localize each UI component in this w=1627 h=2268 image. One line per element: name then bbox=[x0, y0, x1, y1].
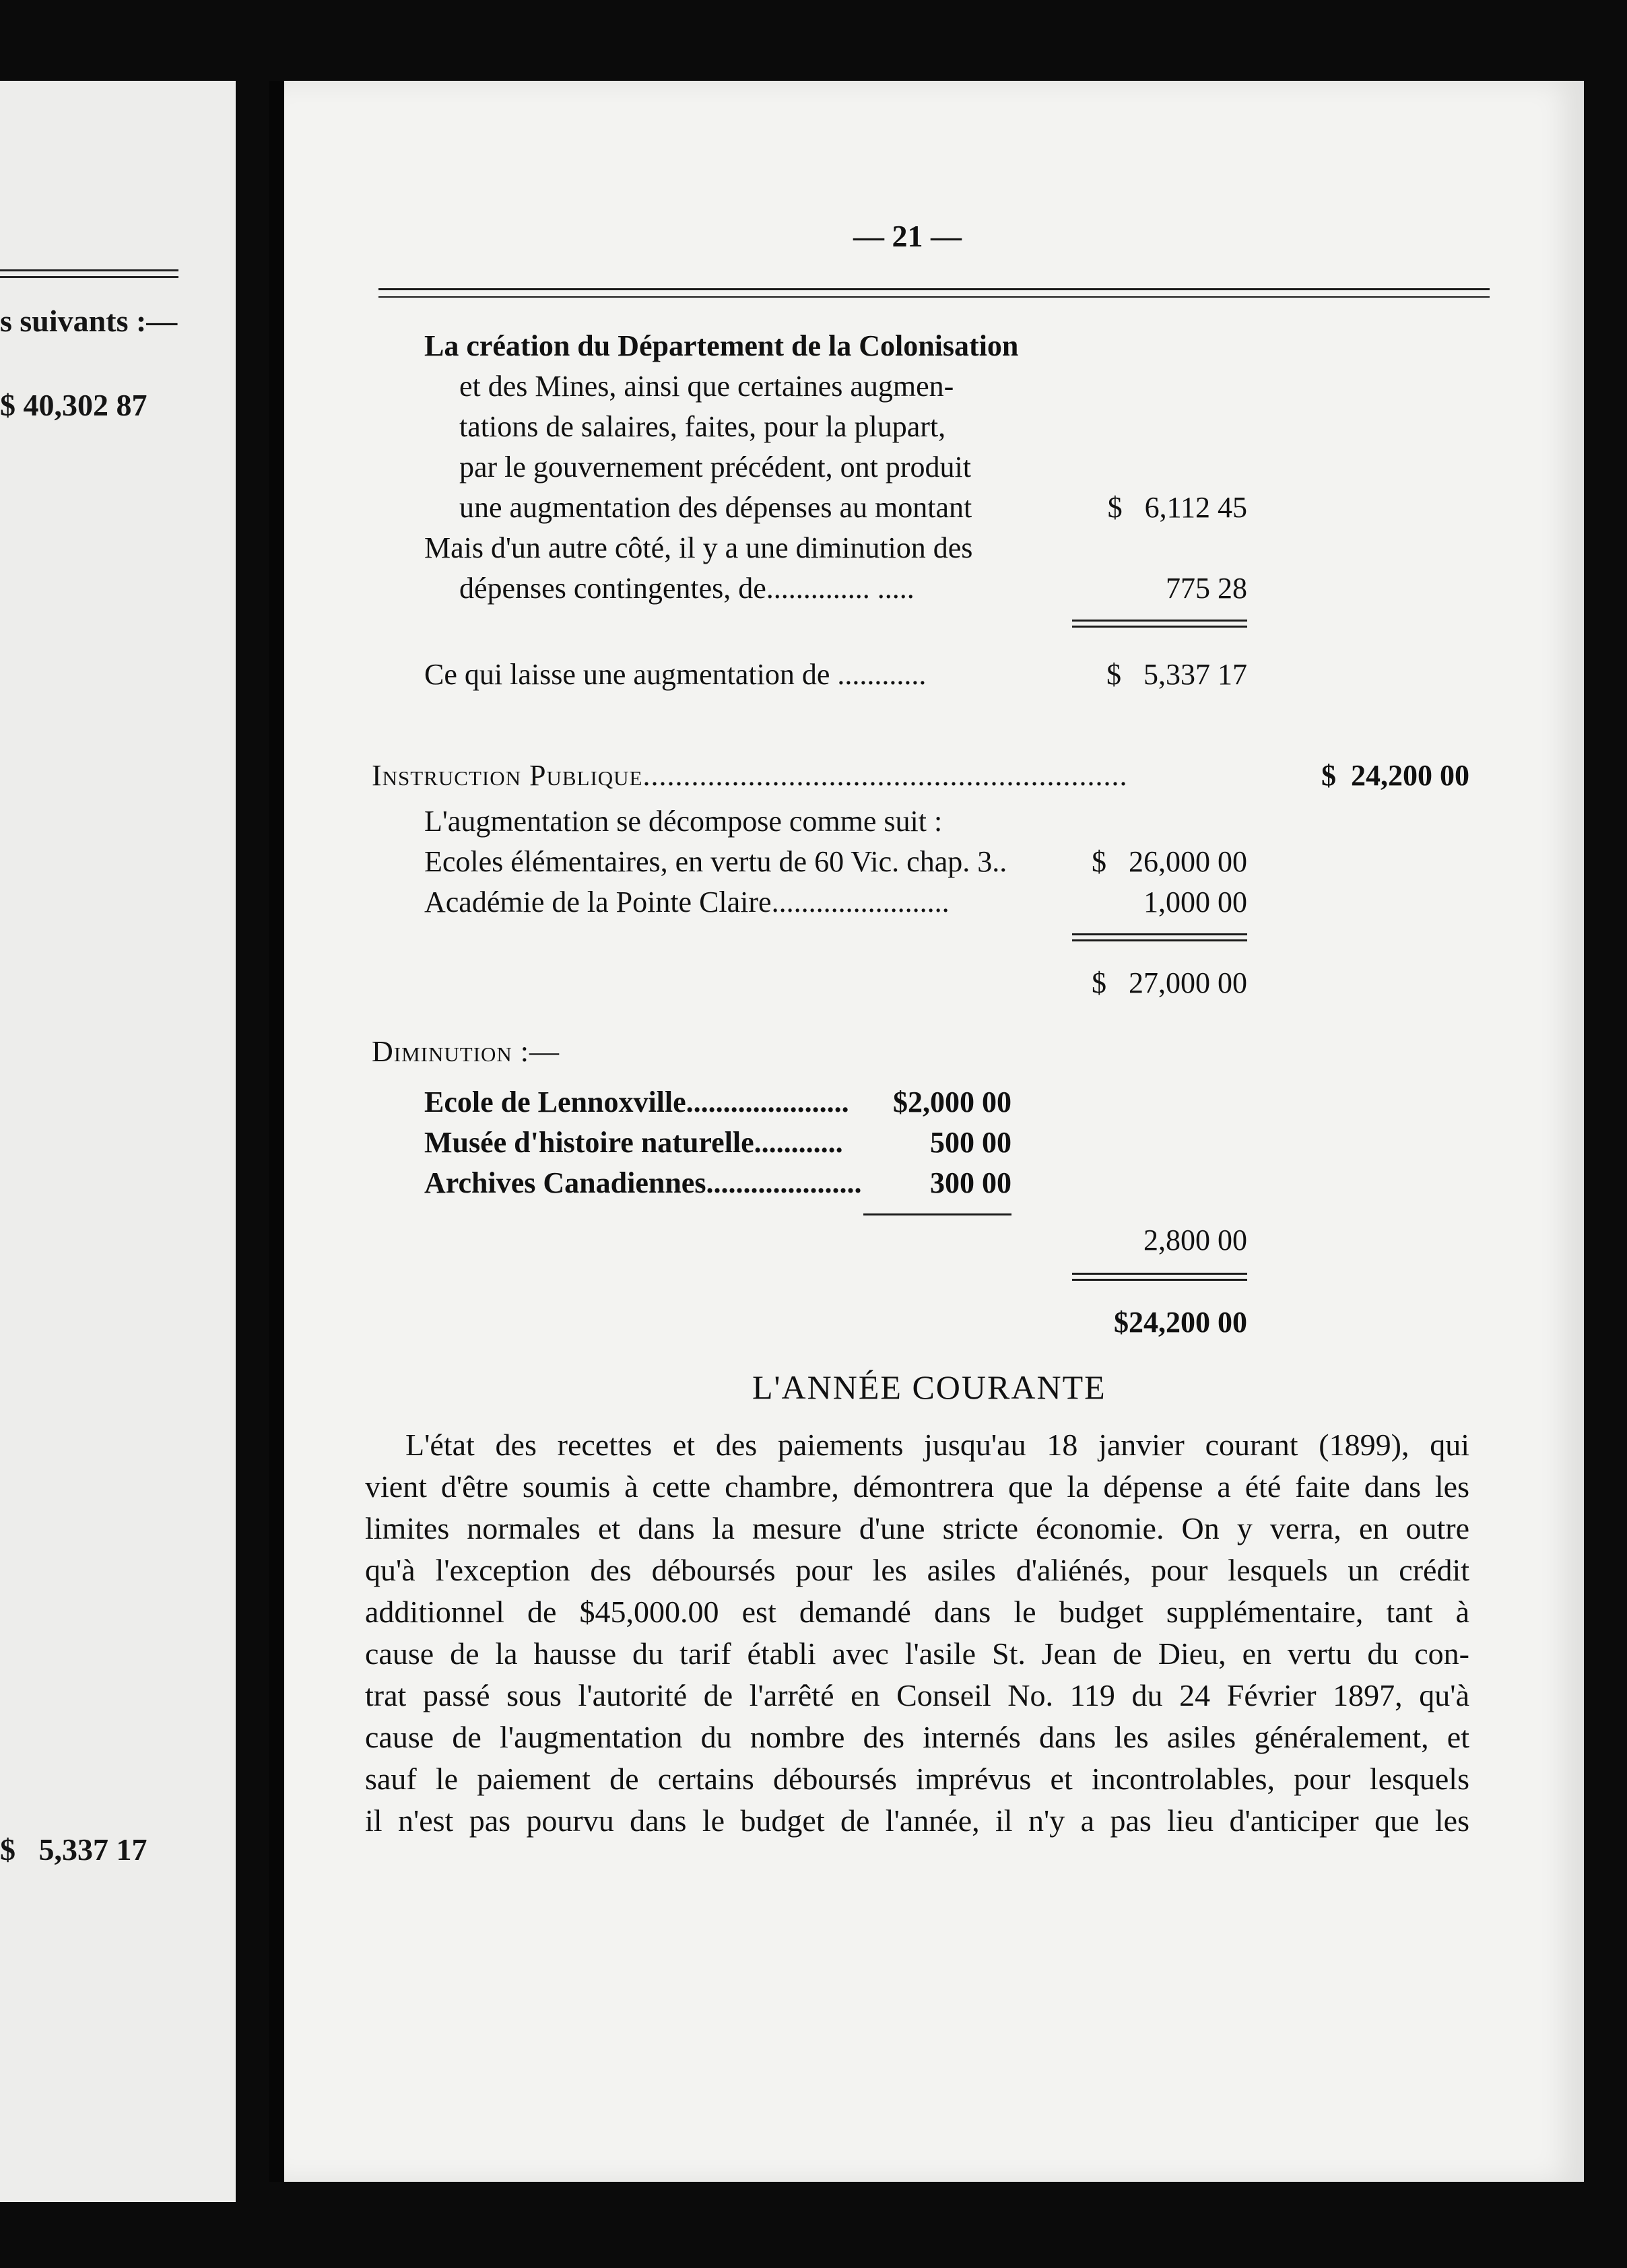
instruction-title: Instruction Publique............................................................ bbox=[372, 759, 1128, 792]
left-page-rule bbox=[0, 276, 178, 278]
left-page-amount-top: $ 40,302 87 bbox=[0, 388, 147, 422]
diminution-item-label: Musée d'histoire naturelle............ bbox=[424, 1126, 843, 1159]
colonisation-line: par le gouvernement précédent, ont produit bbox=[459, 451, 971, 483]
left-facing-page bbox=[0, 81, 236, 2202]
paragraph-line: trat passé sous l'autorité de l'arrêté en Conseil No. 119 du 24 Février 1897, qu'à bbox=[365, 1678, 1469, 1712]
paragraph-line: limites normales et dans la mesure d'une stricte économie. On y verra, en outre bbox=[365, 1511, 1469, 1545]
sum-rule bbox=[1072, 620, 1247, 628]
sum-rule bbox=[1072, 1273, 1247, 1281]
left-page-amount-bottom: $ 5,337 17 bbox=[0, 1832, 147, 1867]
body-paragraph bbox=[365, 1424, 1469, 1842]
diminution-title: Diminution :— bbox=[372, 1035, 560, 1068]
header-rule bbox=[378, 288, 1490, 290]
sum-rule bbox=[1072, 933, 1247, 941]
header-rule bbox=[378, 296, 1490, 298]
paragraph-line: qu'à l'exception des déboursés pour les asiles d'aliénés, pour lesquels un crédit bbox=[365, 1553, 1469, 1587]
increase-amount: $ 6,112 45 bbox=[1107, 491, 1247, 524]
colonisation-line: dépenses contingentes, de.............. ..... bbox=[459, 572, 915, 605]
paragraph-line: sauf le paiement de certains déboursés imprévus et incontrolables, pour lesquels bbox=[365, 1762, 1469, 1796]
colonisation-line: une augmentation des dépenses au montant bbox=[459, 491, 972, 524]
colonisation-line: Mais d'un autre côté, il y a une diminution des bbox=[424, 531, 973, 564]
left-page-rule bbox=[0, 269, 178, 271]
paragraph-line: cause de l'augmentation du nombre des internés dans les asiles généralement, et bbox=[365, 1720, 1469, 1754]
page-number: — 21 — bbox=[853, 219, 962, 253]
diminution-item-label: Archives Canadiennes..................... bbox=[424, 1166, 862, 1199]
paragraph-line: additionnel de $45,000.00 est demandé dans le budget supplémentaire, tant à bbox=[365, 1595, 1469, 1629]
paragraph-line: vient d'être soumis à cette chambre, démontrera que la dépense a été faite dans les bbox=[365, 1469, 1469, 1504]
colonisation-line: et des Mines, ainsi que certaines augmen- bbox=[459, 370, 954, 403]
sum-rule bbox=[863, 1213, 1011, 1215]
document-page bbox=[269, 81, 1584, 2182]
instruction-item-amount: 1,000 00 bbox=[1143, 886, 1247, 919]
left-page-heading-fragment: s suivants :— bbox=[0, 304, 178, 338]
instruction-intro: L'augmentation se décompose comme suit : bbox=[424, 805, 943, 838]
paragraph-line: L'état des recettes et des paiements jusqu'au 18 janvier courant (1899), qui bbox=[405, 1428, 1469, 1462]
paragraph-line: il n'est pas pourvu dans le budget de l'année, il n'y a pas lieu d'anticiper que les bbox=[365, 1803, 1469, 1838]
instruction-item-label: Ecoles élémentaires, en vertu de 60 Vic. chap. 3.. bbox=[424, 845, 1007, 878]
decrease-amount: 775 28 bbox=[1166, 572, 1247, 605]
diminution-item-amount: 500 00 bbox=[930, 1126, 1011, 1159]
instruction-total: $ 24,200 00 bbox=[1321, 759, 1469, 792]
colonisation-line: La création du Département de la Colonisation bbox=[424, 329, 1019, 362]
paragraph-line: cause de la hausse du tarif établi avec l'asile St. Jean de Dieu, en vertu du con- bbox=[365, 1636, 1469, 1671]
net-amount: $ 5,337 17 bbox=[1106, 658, 1247, 691]
section-title: L'ANNÉE COURANTE bbox=[752, 1368, 1106, 1406]
diminution-item-amount: 300 00 bbox=[930, 1166, 1011, 1199]
diminution-subtotal: 2,800 00 bbox=[1143, 1224, 1247, 1257]
instruction-subtotal: $ 27,000 00 bbox=[1092, 966, 1247, 999]
diminution-item-amount: $2,000 00 bbox=[893, 1086, 1011, 1119]
net-label: Ce qui laisse une augmentation de ............ bbox=[424, 658, 927, 691]
instruction-item-amount: $ 26,000 00 bbox=[1092, 845, 1247, 878]
instruction-item-label: Académie de la Pointe Claire........................ bbox=[424, 886, 950, 919]
diminution-item-label: Ecole de Lennoxville...................... bbox=[424, 1086, 849, 1119]
diminution-net: $24,200 00 bbox=[1114, 1306, 1247, 1339]
colonisation-line: tations de salaires, faites, pour la plupart, bbox=[459, 410, 946, 443]
